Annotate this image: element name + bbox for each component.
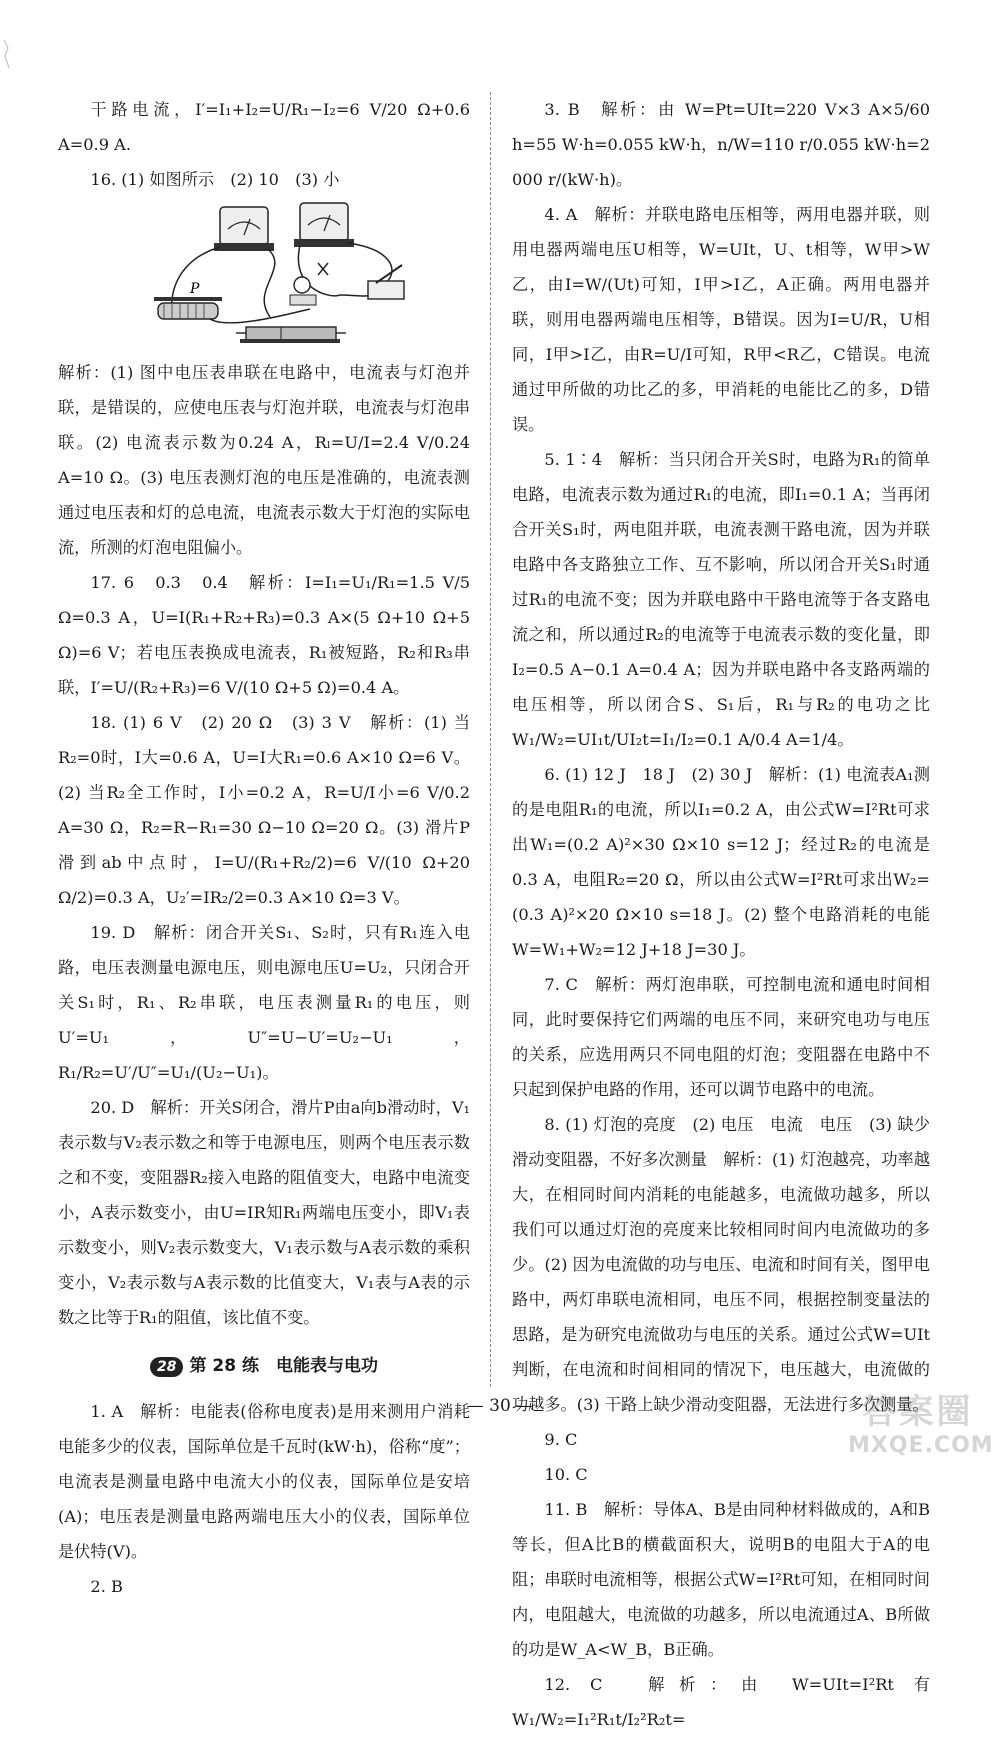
slider-label: P — [190, 281, 200, 297]
right-column — [512, 92, 930, 1737]
meter-icon-right — [294, 203, 354, 247]
s28-q3: 3. B 解析：由 W=Pt=UIt=220 V×3 A×5/60 h=55 W·h=0.055 kW·h，n/W=110 r/0.055 kW·h=2 000 r/(kW·h)。 — [512, 100, 930, 189]
watermark-bottom: MXQE.COM — [848, 1433, 994, 1458]
rheostat-icon — [154, 281, 222, 319]
watermark-logo — [848, 1384, 994, 1460]
meter-icon-left — [214, 207, 274, 251]
s28-q5: 5. 1∶4 解析：当只闭合开关S时，电路为R₁的简单电路，电流表示数为通过R₁的电流，即I₁=0.1 A；当再闭合开关S₁时，两电阻并联，电流表测干路电流，因为并联电路中各支路独立工作、互不影响，所以闭合开关S₁时通过R₁的电流不变；因为并联电路中干路电流等于各支路电流之和，所以通过R₂的电流等于电流表示数的变化量，即I₂=0.5 A−0.1 A=0.4 A；因为并联电路中各支路两端的电压相等，所以闭合S、S₁后，R₁与R₂的电功之比W₁/W₂=UI₁t/UI₂t=I₁/I₂=0.1 A/0.4 A=1/4。 — [512, 450, 930, 749]
q19: 19. D 解析：闭合开关S₁、S₂时，只有R₁连入电路，电压表测量电源电压，则电源电压U=U₂，只闭合开关S₁时，R₁、R₂串联，电压表测量R₁的电压，则U′=U₁，U″=U−U′=U₂−U₁，R₁/R₂=U′/U″=U₁/(U₂−U₁)。 — [58, 923, 470, 1082]
circuit-diagram — [150, 199, 412, 349]
s28-q7: 7. C 解析：两灯泡串联，可控制电流和通电时间相同，此时要保持它们两端的电压不同，来研究电功与电压的关系，应选用两只不同电阻的灯泡；变阻器在电路中不只起到保护电路的作用，还可以调节电路中的电流。 — [512, 975, 930, 1099]
watermark-top: 答案圈 — [862, 1392, 974, 1432]
s28-q8: 8. (1) 灯泡的亮度 (2) 电压 电流 电压 (3) 缺少滑动变阻器，不好多次测量 解析：(1) 灯泡越亮，功率越大，在相同时间内消耗的电能越多，电流做功越多，所以我们可以通过灯泡的亮度来比较相同时间内电流做功的多少。(2) 因为电流做的功与电压、电流和时间有关，图甲电路中，两灯串联电流相同，电压不同，根据控制变量法的思路，是为研究电流做功与电压的关系。通过公式W=UIt判断，在电流和时间相同的情况下，电压越大，电流做的功越多。(3) 干路上缺少滑动变阻器，无法进行多次测量。 — [512, 1115, 930, 1414]
section-title: 第 28 练 电能表与电功 — [189, 1356, 378, 1376]
q16-answer: 16. (1) 如图所示 (2) 10 (3) 小 — [90, 170, 340, 189]
bulb-icon — [290, 277, 316, 305]
q16-explanation: 解析：(1) 图中电压表串联在电路中，电流表与灯泡并联，是错误的，应使电压表与灯泡并联，电流表与灯泡串联。(2) 电流表示数为0.24 A，Rₗ=U/I=2.4 V/0.24 A=10 Ω。(3) 电压表测灯泡的电压是准确的，电流表测通过电压表和灯的总电流，电流表示数大于灯泡的实际电流，所测的灯泡电阻偏小。 — [58, 363, 470, 557]
battery-icon — [236, 327, 346, 343]
q20: 20. D 解析：开关S闭合，滑片P由a向b滑动时，V₁表示数与V₂表示数之和等于电源电压，则两个电压表示数之和不变，变阻器R₂接入电路的阻值变大，电路中电流变小，A表示数变小，由U=IR知R₁两端电压变小，即V₁表示数变小，则V₂表示数变大，V₁表示数与A表示数的乘积变小，V₂表示数与A表示数的比值变大，V₁表与A表的示数之比等于R₁的阻值，该比值不变。 — [58, 1098, 470, 1327]
left-column — [58, 92, 470, 1604]
s28-q6: 6. (1) 12 J 18 J (2) 30 J 解析：(1) 电流表A₁测的是电阻R₁的电流，所以I₁=0.2 A，由公式W=I²Rt可求出W₁=(0.2 A)²×30 Ω×10 s=12 J；经过R₂的电流是0.3 A，电阻R₂=20 Ω，所以由公式W=I²Rt可求出W₂=(0.3 A)²×20 Ω×10 s=18 J。(2) 整个电路消耗的电能W=W₁+W₂=12 J+18 J=30 J。 — [512, 765, 930, 959]
section-heading — [58, 1349, 470, 1384]
q18: 18. (1) 6 V (2) 20 Ω (3) 3 V 解析：(1) 当R₂=0时，I大=0.6 A，U=I大R₁=0.6 A×10 Ω=6 V。(2) 当R₂全工作时，I小=0.2 A，R=U/I小=6 V/0.2 A=30 Ω，R₂=R−R₁=30 Ω−10 Ω=20 Ω。(3) 滑片P滑到ab中点时，I=U/(R₁+R₂/2)=6 V/(10 Ω+20 Ω/2)=0.3 A，U₂′=IR₂/2=0.3 A×10 Ω=3 V。 — [58, 713, 470, 907]
s28-q4: 4. A 解析：并联电路电压相等，两用电器并联，则用电器两端电压U相等，W=UIt，U、t相等，W甲>W乙，由I=W/(Ut)可知，I甲>I乙，A正确。两用电器并联，则用电器两端电压相等，B错误。因为I=U/R，U相同，I甲>I乙，由R=U/I可知，R甲<R乙，C错误。电流通过甲所做的功比乙的多，甲消耗的电能比乙的多，D错误。 — [512, 205, 930, 434]
s28-q11: 11. B 解析：导体A、B是由同种材料做成的，A和B等长，但A比B的横截面积大，说明B的电阻大于A的电阻；串联时电流相等，根据公式W=I²Rt可知，在相同时间内，电阻越大，电流做的功越多，所以电流通过A、B所做的功是W_A<W_B，B正确。 — [512, 1500, 930, 1659]
s28-q1: 1. A 解析：电能表(俗称电度表)是用来测用户消耗电能多少的仪表，国际单位是千瓦时(kW·h)，俗称“度”；电流表是测量电路中电流大小的仪表，国际单位是安培(A)；电压表是测量电路两端电压大小的仪表，国际单位是伏特(V)。 — [58, 1402, 470, 1561]
scan-edge-mark — [2, 38, 12, 72]
s28-q10: 10. C — [544, 1465, 588, 1484]
q17: 17. 6 0.3 0.4 解析：I=I₁=U₁/R₁=1.5 V/5 Ω=0.3 A，U=I(R₁+R₂+R₃)=0.3 A×(5 Ω+10 Ω+5 Ω)=6 V；若电压表换成电流表，R₁被短路，R₂和R₃串联，I′=U/(R₂+R₃)=6 V/(10 Ω+5 Ω)=0.4 A。 — [58, 573, 470, 697]
s28-q2: 2. B — [90, 1577, 123, 1596]
column-divider — [490, 92, 491, 1387]
s28-q9: 9. C — [544, 1430, 578, 1449]
switch-icon — [368, 265, 404, 299]
q15-continued: 干路电流，I′=I₁+I₂=U/R₁−I₂=6 V/20 Ω+0.6 A=0.9 A. — [58, 100, 470, 154]
section-badge: 28 — [150, 1357, 183, 1377]
s28-q12: 12. C 解析：由 W=UIt=I²Rt 有 W₁/W₂=I₁²R₁t/I₂²R₂t= — [512, 1675, 930, 1729]
page-number: — 30 — — [466, 1396, 534, 1416]
